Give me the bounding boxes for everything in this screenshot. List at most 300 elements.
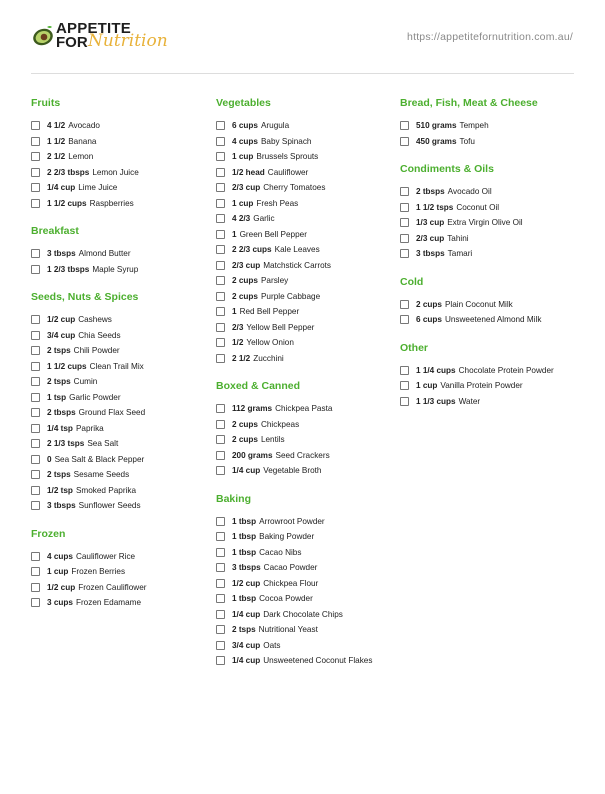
list-item [216,576,396,592]
item-quantity: 1 1/2 [47,136,66,146]
logo-text-script: Nutrition [88,31,168,51]
column-3 [400,96,580,422]
item-name: Yellow Bell Pepper [246,322,315,332]
item-name: Arrowroot Powder [259,516,325,526]
item-quantity: 2 cups [232,291,258,301]
item-quantity: 2 1/2 [47,152,66,162]
item-checkbox[interactable] [31,121,40,130]
section [31,290,211,514]
item-checkbox[interactable] [31,199,40,208]
item-quantity: 6 cups [232,121,258,131]
item-checkbox[interactable] [216,610,225,619]
list-item [31,452,211,468]
item-quantity: 1 1/3 cups [416,396,456,406]
item-quantity: 4 2/3 [232,214,251,224]
list-item [31,549,211,565]
list-item [216,242,396,258]
item-checkbox[interactable] [400,187,409,196]
list-item [31,359,211,375]
list-item [216,134,396,150]
item-name: Paprika [75,423,104,433]
item-checkbox[interactable] [216,532,225,541]
item-checkbox[interactable] [400,121,409,130]
item-checkbox[interactable] [216,517,225,526]
item-name: Garlic [253,214,275,224]
item-quantity: 1 1/2 tsps [416,202,454,212]
section-title: Boxed & Canned [216,380,301,392]
item-checkbox[interactable] [400,381,409,390]
item-quantity: 3 tbsps [47,501,76,511]
item-name: Coconut Oil [456,202,500,212]
item-checkbox[interactable] [216,183,225,192]
section-title: Baking [216,492,252,505]
item-quantity: 3 tbsps [47,249,76,259]
item-name: Avocado [68,121,100,131]
item-quantity: 1/4 cup [47,183,76,193]
item-checkbox[interactable] [31,424,40,433]
list-item [216,227,396,243]
list-item [31,343,211,359]
list-item [216,304,396,320]
list-item [400,134,580,150]
item-name: Ground Flax Seed [78,408,146,418]
item-quantity: 2 tbsps [47,408,76,418]
item-quantity: 2 tsps [47,346,71,356]
item-quantity: 2 tsps [232,625,256,635]
item-quantity: 3 cups [47,598,73,608]
item-checkbox[interactable] [216,199,225,208]
item-name: Kale Leaves [274,245,320,255]
item-quantity: 1 [232,307,237,317]
item-quantity: 2 1/3 tsps [47,439,85,449]
item-checkbox[interactable] [31,377,40,386]
list-item [400,200,580,216]
item-quantity: 1/2 cup [47,582,76,592]
item-checkbox[interactable] [216,261,225,270]
list-item [216,622,396,638]
item-name: Frozen Cauliflower [78,582,147,592]
item-quantity: 2 1/2 [232,353,251,363]
list-item [31,483,211,499]
list-item [31,580,211,596]
item-name: Lemon Juice [92,167,139,177]
item-name: Smoked Paprika [75,485,137,495]
list-item [31,595,211,611]
list-item [216,401,396,417]
item-name: Lime Juice [78,183,118,193]
item-checkbox[interactable] [216,404,225,413]
item-name: Zucchini [253,353,284,363]
item-name: Tamari [447,249,473,259]
item-name: Cocoa Powder [259,594,313,604]
item-quantity: 2 cups [232,419,258,429]
item-checkbox[interactable] [31,362,40,371]
avocado-icon [32,24,56,48]
item-name: Water [458,396,481,406]
list-item [31,149,211,165]
list-item [31,165,211,181]
item-name: Cauliflower Rice [75,551,136,561]
list-item [216,560,396,576]
list-item [31,421,211,437]
item-quantity: 1 tbsp [232,547,257,557]
item-checkbox[interactable] [216,563,225,572]
item-name: Arugula [260,121,290,131]
item-checkbox[interactable] [216,230,225,239]
section-title: Vegetables [216,97,271,109]
item-name: Vanilla Protein Powder [440,381,523,391]
section [216,96,396,366]
list-item [31,390,211,406]
list-item [31,328,211,344]
item-quantity: 2 tsps [47,470,71,480]
item-checkbox[interactable] [216,292,225,301]
section [31,527,211,611]
page-header [0,0,605,74]
item-quantity: 2/3 [232,322,244,332]
item-name: Avocado Oil [447,187,492,197]
item-quantity: 2 tsps [47,377,71,387]
list-item [216,196,396,212]
list-item [216,545,396,561]
section [216,379,396,479]
list-item [400,297,580,313]
list-item [400,363,580,379]
item-name: Matchstick Carrots [263,260,332,270]
list-item [400,378,580,394]
item-quantity: 3/4 cup [232,640,261,650]
item-quantity: 112 grams [232,404,273,414]
item-checkbox[interactable] [31,470,40,479]
list-item [31,467,211,483]
item-name: Cherry Tomatoes [263,183,326,193]
list-item [216,591,396,607]
section-title: Other [400,341,429,354]
item-name: Nutritional Yeast [258,625,318,635]
item-name: Clean Trail Mix [89,361,144,371]
list-item [31,118,211,134]
item-checkbox[interactable] [400,137,409,146]
item-name: Red Bell Pepper [239,307,300,317]
item-checkbox[interactable] [31,583,40,592]
item-checkbox[interactable] [31,439,40,448]
item-checkbox[interactable] [216,323,225,332]
item-checkbox[interactable] [400,249,409,258]
item-checkbox[interactable] [216,451,225,460]
logo-text-bottom: FOR [56,34,88,51]
item-name: Chickpea Pasta [275,404,333,414]
item-checkbox[interactable] [31,137,40,146]
item-name: Sesame Seeds [73,470,130,480]
brand-logo [32,20,172,56]
item-checkbox[interactable] [216,276,225,285]
item-quantity: 1/4 cup [232,466,261,476]
list-item [31,312,211,328]
item-quantity: 1 tbsp [232,594,257,604]
item-quantity: 1/2 cup [47,315,76,325]
item-checkbox[interactable] [400,218,409,227]
item-name: Chia Seeds [78,330,121,340]
item-name: Tempeh [459,121,489,131]
item-quantity: 1/2 tsp [47,485,73,495]
item-checkbox[interactable] [400,366,409,375]
section-title: Frozen [31,527,66,540]
item-name: Garlic Powder [69,392,121,402]
item-name: Tahini [447,233,469,243]
item-name: Almond Butter [78,249,131,259]
item-checkbox[interactable] [216,548,225,557]
section [31,96,211,211]
list-item [31,180,211,196]
item-checkbox[interactable] [31,346,40,355]
item-quantity: 510 grams [416,121,457,131]
item-checkbox[interactable] [31,455,40,464]
item-name: Frozen Berries [71,567,126,577]
section [31,224,211,277]
item-checkbox[interactable] [31,249,40,258]
item-name: Cacao Powder [263,563,318,573]
list-item [400,184,580,200]
item-checkbox[interactable] [400,300,409,309]
item-quantity: 4 1/2 [47,121,66,131]
list-item [216,211,396,227]
item-checkbox[interactable] [31,567,40,576]
item-quantity: 1/2 cup [232,578,261,588]
list-item [31,262,211,278]
item-quantity: 1/4 cup [232,656,261,666]
item-quantity: 1 cup [232,198,254,208]
item-quantity: 1/4 tsp [47,423,73,433]
item-name: Cacao Nibs [259,547,302,557]
item-name: Baking Powder [259,532,315,542]
item-checkbox[interactable] [216,214,225,223]
item-quantity: 2 tbsps [416,187,445,197]
list-item [216,638,396,654]
list-item [216,417,396,433]
list-item [400,231,580,247]
list-item [216,320,396,336]
item-quantity: 1 2/3 tbsps [47,264,90,274]
column-1 [31,96,211,624]
item-checkbox[interactable] [31,331,40,340]
list-item [216,514,396,530]
item-name: Green Bell Pepper [239,229,307,239]
item-checkbox[interactable] [31,408,40,417]
item-quantity: 450 grams [416,136,457,146]
list-item [216,289,396,305]
item-name: Fresh Peas [256,198,299,208]
item-name: Oats [263,640,281,650]
item-checkbox[interactable] [216,137,225,146]
item-name: Dark Chocolate Chips [263,609,343,619]
website-link[interactable]: https://appetitefornutrition.com.au/ [407,31,573,43]
list-item [216,653,396,669]
item-checkbox[interactable] [216,245,225,254]
item-quantity: 1 1/2 cups [47,361,87,371]
section-title: Condiments & Oils [400,163,494,175]
list-item [400,215,580,231]
list-item [31,436,211,452]
item-quantity: 200 grams [232,450,273,460]
item-name: Chocolate Protein Powder [458,365,554,375]
list-item [216,118,396,134]
item-checkbox[interactable] [216,435,225,444]
item-name: Raspberries [89,198,134,208]
item-quantity: 4 cups [47,551,73,561]
list-item [400,394,580,410]
item-checkbox[interactable] [216,168,225,177]
list-item [400,312,580,328]
item-checkbox[interactable] [216,625,225,634]
list-item [216,335,396,351]
section [216,492,396,669]
item-name: Unsweetened Coconut Flakes [263,656,373,666]
list-item [216,432,396,448]
item-quantity: 6 cups [416,315,442,325]
item-checkbox[interactable] [216,307,225,316]
item-checkbox[interactable] [31,393,40,402]
section [400,96,580,149]
item-checkbox[interactable] [216,420,225,429]
item-checkbox[interactable] [31,183,40,192]
item-name: Maple Syrup [92,264,139,274]
list-item [216,463,396,479]
item-quantity: 1/2 head [232,167,265,177]
list-item [400,118,580,134]
list-item [400,246,580,262]
item-checkbox[interactable] [216,121,225,130]
item-name: Sea Salt [87,439,119,449]
item-checkbox[interactable] [216,594,225,603]
item-checkbox[interactable] [31,552,40,561]
item-name: Lentils [260,435,285,445]
item-quantity: 1/3 cup [416,218,445,228]
item-quantity: 2 cups [232,435,258,445]
section-title: Breakfast [31,225,79,237]
item-name: Unsweetened Almond Milk [444,315,542,325]
header-divider [31,73,574,74]
item-checkbox[interactable] [216,354,225,363]
item-name: Chili Powder [73,346,120,356]
list-item [31,246,211,262]
item-checkbox[interactable] [31,265,40,274]
section-title: Seeds, Nuts & Spices [31,291,139,303]
item-name: Brussels Sprouts [256,152,319,162]
section [400,275,580,328]
list-item [216,448,396,464]
item-name: Baby Spinach [260,136,312,146]
item-quantity: 2 2/3 tbsps [47,167,90,177]
section-title: Cold [400,275,424,288]
item-quantity: 1 [232,229,237,239]
list-item [216,529,396,545]
item-quantity: 3 tbsps [416,249,445,259]
item-quantity: 1 cup [416,381,438,391]
item-quantity: 2 cups [232,276,258,286]
item-checkbox[interactable] [31,501,40,510]
item-name: Seed Crackers [275,450,330,460]
item-quantity: 1 tsp [47,392,67,402]
item-checkbox[interactable] [31,486,40,495]
item-checkbox[interactable] [31,152,40,161]
item-checkbox[interactable] [216,579,225,588]
item-quantity: 1 1/4 cups [416,365,456,375]
list-item [216,273,396,289]
item-name: Sunflower Seeds [78,501,141,511]
list-item [216,258,396,274]
item-quantity: 2/3 cup [232,260,261,270]
section [400,162,580,262]
item-quantity: 1 tbsp [232,532,257,542]
item-quantity: 3/4 cup [47,330,76,340]
item-quantity: 2/3 cup [232,183,261,193]
section-title: Fruits [31,97,61,109]
item-quantity: 3 tbsps [232,563,261,573]
list-item [31,196,211,212]
item-quantity: 2 2/3 cups [232,245,272,255]
list-item [31,374,211,390]
item-quantity: 4 cups [232,136,258,146]
item-quantity: 1 1/2 cups [47,198,87,208]
list-item [216,165,396,181]
section [400,341,580,410]
list-item [216,180,396,196]
item-checkbox[interactable] [31,598,40,607]
item-checkbox[interactable] [400,234,409,243]
item-name: Sea Salt & Black Pepper [54,454,145,464]
item-quantity: 1/4 cup [232,609,261,619]
item-checkbox[interactable] [216,338,225,347]
item-checkbox[interactable] [400,315,409,324]
item-name: Parsley [260,276,289,286]
item-checkbox[interactable] [31,168,40,177]
list-item [216,351,396,367]
item-name: Tofu [459,136,475,146]
item-quantity: 2/3 cup [416,233,445,243]
item-name: Frozen Edamame [75,598,142,608]
item-name: Vegetable Broth [263,466,322,476]
section-title: Bread, Fish, Meat & Cheese [400,97,538,109]
item-quantity: 1/2 [232,338,244,348]
item-name: Purple Cabbage [260,291,321,301]
list-item [216,607,396,623]
item-name: Chickpeas [260,419,300,429]
list-item [216,149,396,165]
list-item [31,498,211,514]
list-item [31,564,211,580]
item-name: Cashews [78,315,112,325]
column-2 [216,96,396,682]
item-checkbox[interactable] [216,152,225,161]
item-name: Plain Coconut Milk [444,299,513,309]
item-checkbox[interactable] [216,641,225,650]
logo-text-top: APPETITE [56,20,131,37]
item-name: Cumin [73,377,98,387]
item-quantity: 1 tbsp [232,516,257,526]
list-item [31,405,211,421]
item-name: Lemon [68,152,94,162]
item-checkbox[interactable] [400,397,409,406]
item-checkbox[interactable] [216,656,225,665]
list-item [31,134,211,150]
item-quantity: 0 [47,454,52,464]
item-quantity: 2 cups [416,299,442,309]
item-name: Cauliflower [267,167,309,177]
item-checkbox[interactable] [31,315,40,324]
item-name: Banana [68,136,97,146]
item-checkbox[interactable] [216,466,225,475]
item-checkbox[interactable] [400,203,409,212]
